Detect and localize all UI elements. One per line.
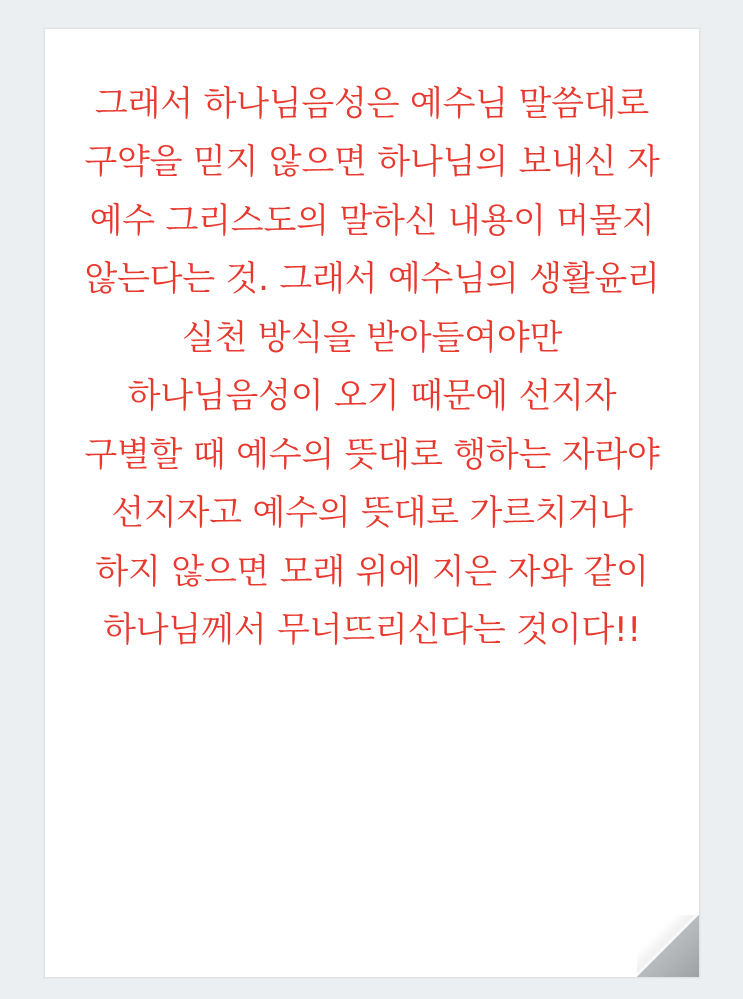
page-fold-corner-icon — [637, 915, 699, 977]
note-text: 그래서 하나님음성은 예수님 말씀대로 구약을 믿지 않으면 하나님의 보내신 자 예수 그리스도의 말하신 내용이 머물지 않는다는 것. 그래서 예수님의 생활윤리 실천 방식을 받아들여야만 하나님음성이 오기 때문에 선지자 구별할 때 예수의 뜻대로 행하는 자라야 선지자고 예수의 뜻대로 가르치거나 하지 않으면 모래 위에 지은 자와 같이 하나님께서 무너뜨리신다는 것이다!! — [84, 84, 660, 651]
page-fold-shadow — [637, 915, 699, 977]
note-card — [44, 28, 700, 978]
note-body — [45, 75, 699, 660]
